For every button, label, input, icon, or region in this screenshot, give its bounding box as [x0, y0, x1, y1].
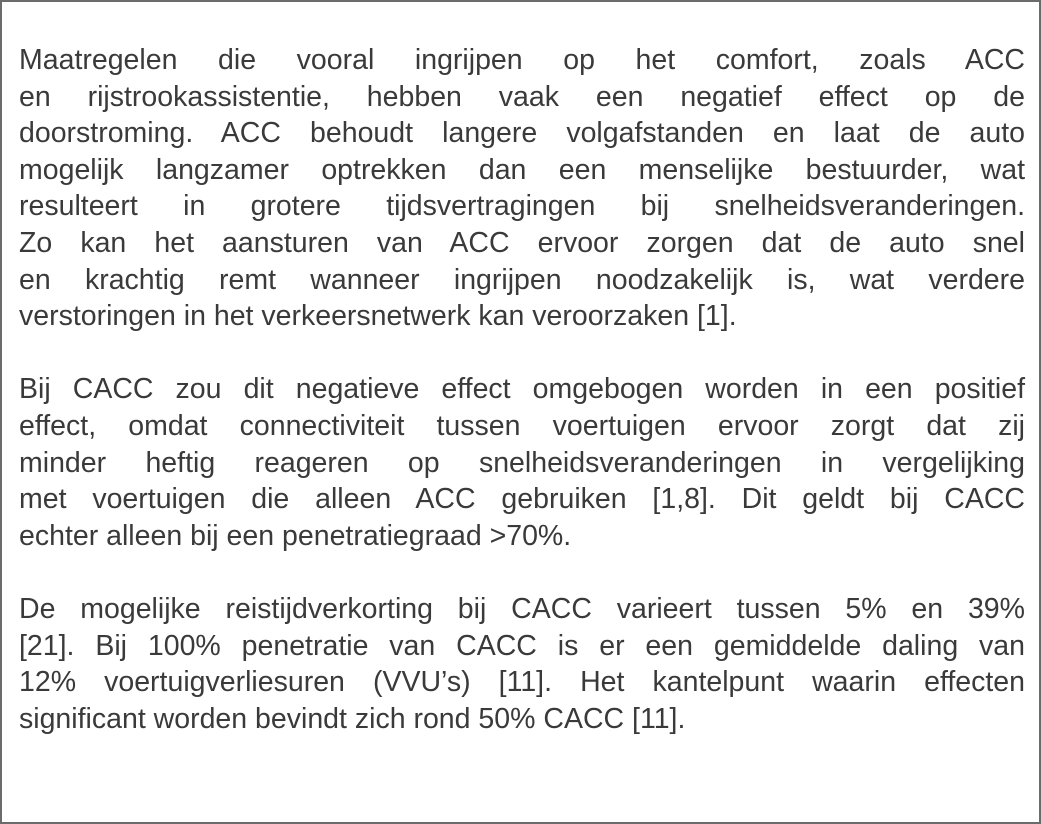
text-line: en rijstrookassistentie, hebben vaak een negatief effect op de	[19, 80, 1025, 113]
text-line: met voertuigen die alleen ACC gebruiken [1,8]. Dit geldt bij CACC	[19, 483, 1025, 516]
paragraph	[19, 591, 1025, 737]
text-line: verstoringen in het verkeersnetwerk kan veroorzaken [1].	[19, 300, 737, 333]
paragraph	[19, 42, 1025, 335]
text-line: significant worden bevindt zich rond 50% CACC [11].	[19, 702, 686, 735]
text-line: doorstroming. ACC behoudt langere volgafstanden en laat de auto	[19, 117, 1025, 150]
text-line: effect, omdat connectiviteit tussen voertuigen ervoor zorgt dat zij	[19, 409, 1025, 442]
text-line: 12% voertuigverliesuren (VVU’s) [11]. Het kantelpunt waarin effecten	[19, 666, 1025, 699]
text-line: resulteert in grotere tijdsvertragingen bij snelheidsveranderingen.	[19, 190, 1025, 223]
text-line: Bij CACC zou dit negatieve effect omgebogen worden in een positief	[19, 373, 1025, 406]
text-line: De mogelijke reistijdverkorting bij CACC varieert tussen 5% en 39%	[19, 592, 1025, 625]
text-line: en krachtig remt wanneer ingrijpen noodzakelijk is, wat verdere	[19, 263, 1025, 296]
text-line: Zo kan het aansturen van ACC ervoor zorgen dat de auto snel	[19, 226, 1025, 259]
document-body	[19, 42, 1025, 774]
text-line: mogelijk langzamer optrekken dan een menselijke bestuurder, wat	[19, 153, 1025, 186]
text-line: echter alleen bij een penetratiegraad >70%.	[19, 519, 572, 552]
text-line: minder heftig reageren op snelheidsveranderingen in vergelijking	[19, 446, 1025, 479]
paragraph	[19, 371, 1025, 554]
text-line: [21]. Bij 100% penetratie van CACC is er een gemiddelde daling van	[19, 629, 1025, 662]
text-line: Maatregelen die vooral ingrijpen op het comfort, zoals ACC	[19, 44, 1025, 76]
